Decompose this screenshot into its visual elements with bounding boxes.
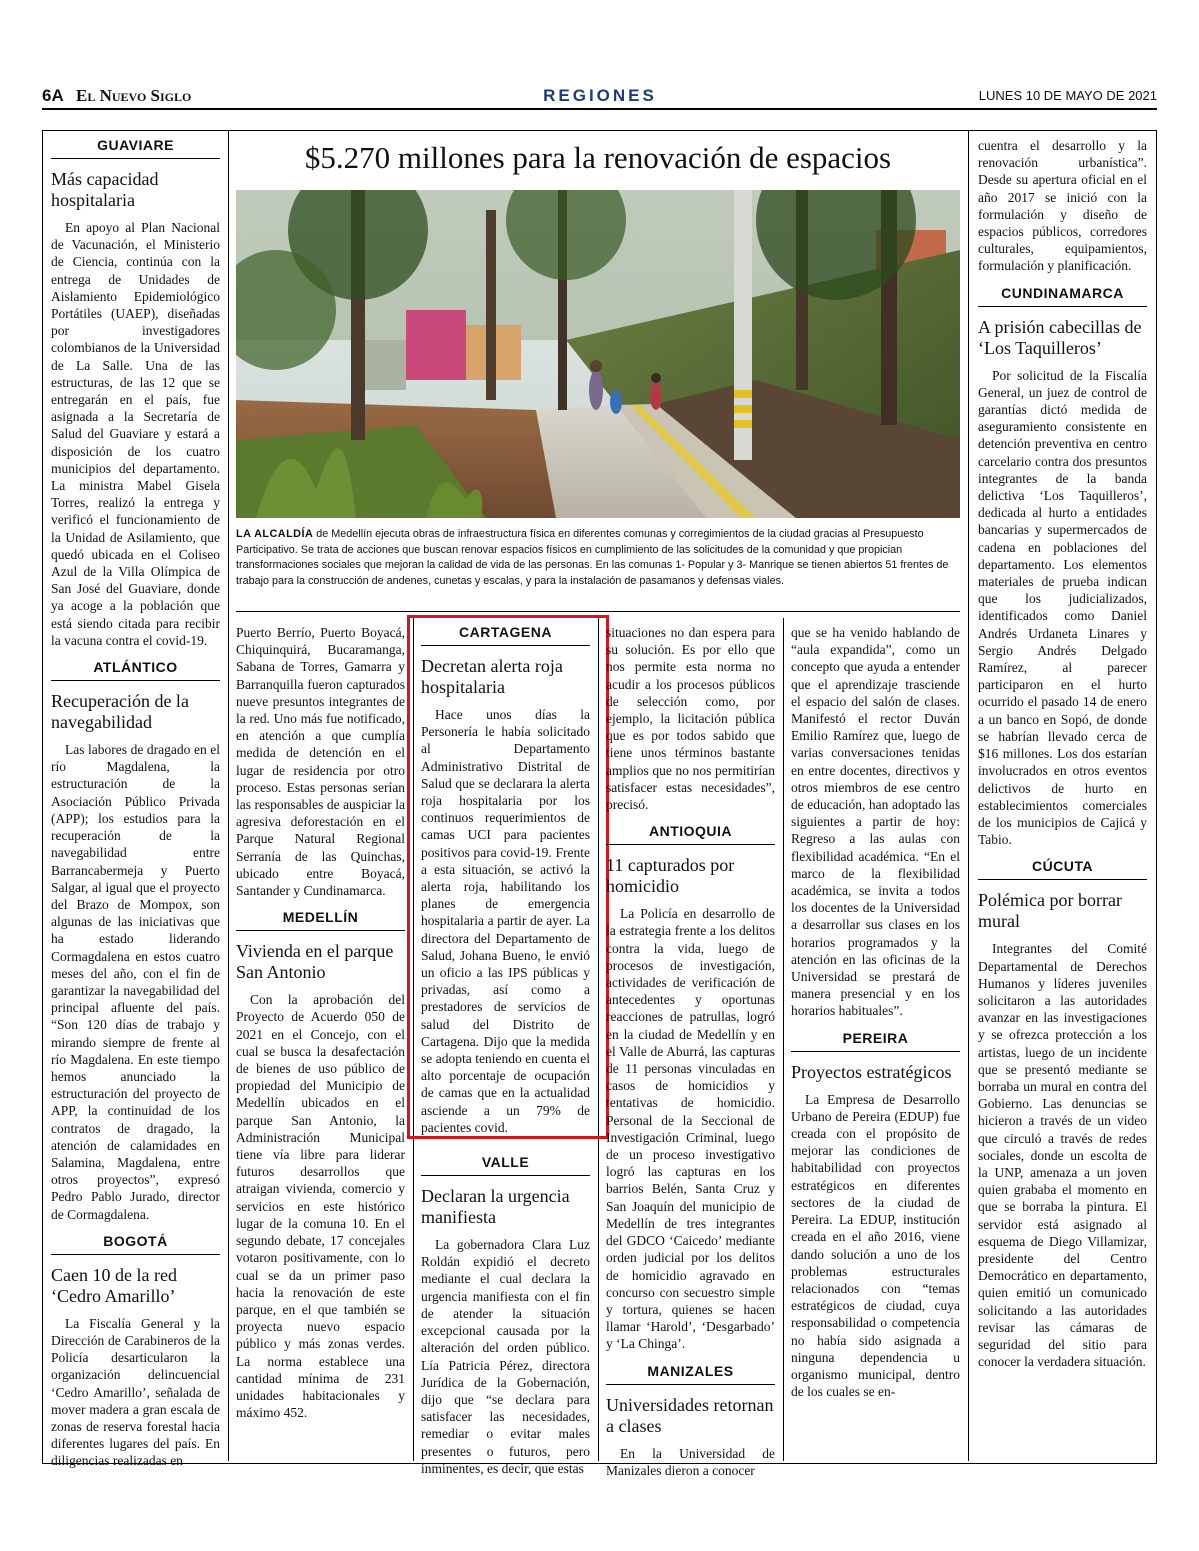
column-5 (791, 624, 960, 1400)
column-4 (606, 624, 775, 1479)
section-label-cucuta: CÚCUTA (978, 858, 1147, 880)
main-headline: $5.270 millones para la renovación de espacios (304, 140, 892, 175)
article-body-cucuta: Integrantes del Comité Departamental de Derechos Humanos y líderes juveniles solicitaron a las autoridades avanzar en las investigaciones y se ofrezca protección a los artistas, luego de un incidente que se presentó mediante se borraba un mural en contra del Gobierno. Las denuncias se hicieron a través de un video que circuló a través de redes sociales, donde un escolta de la UNP, amenaza a un joven quien grababa el momento en que se borraba la pintura. El servidor está asignado al esquema de Diego Villamizar, presidente del Centro Democrático en departamento, quien emitió un comunicado solicitando a las autoridades revisar las cámaras de seguridad del sitio para conocer la verdadera situación. (978, 941, 1147, 1370)
page-number: 6A (42, 86, 64, 105)
section-name: REGIONES (543, 86, 657, 105)
headline-cundinamarca: A prisión cabecillas de ‘Los Taquilleros’ (978, 316, 1142, 358)
article-continuation-manizales: que se ha venido hablando de “aula expandida”, como un concepto que ayuda a entender que el aprendizaje trasciende el espacio del salón de clases. Manifestó el rector Duván Emilio Ramírez que, luego de varias conversaciones tenidas en entre docentes, directivos y otros miembros de ese centro de educación, han adoptado las siguientes a partir de hoy: Regreso a las aulas con flexibilidad académica. “En el marco de la flexibilidad académica, se invita a todos los docentes de la Universidad a desarrollar sus clases en los horarios programados y la atención en las oficinas de la Universidad se prestará de manera presencial y en los horarios habituales”. (791, 625, 960, 1019)
headline-pereira: Proyectos estratégicos (791, 1061, 952, 1082)
column-6 (978, 137, 1147, 1370)
headline-antioquia: 11 capturados por homicidio (606, 855, 735, 897)
section-label-antioquia: ANTIOQUIA (606, 823, 775, 845)
section-label-cundinamarca: CUNDINAMARCA (978, 285, 1147, 307)
article-body-cartagena: Hace unos días la Personería le había solicitado al Departamento Administrativo Distrital de Salud que se declarara la alerta roja hospitalaria por los continuos requerimientos de camas UCI para pacientes positivos para covid-19. Frente a esta situación, se activó la alerta roja, habilitando los planes de emergencia hospitalaria a partir de ayer. La directora del Departamento de Salud, Johana Bueno, le envió un oficio a las IPS públicas y privadas, así como a prestadores de servicios de salud del Distrito de Cartagena. Dijo que la medida se adopta teniendo en cuenta el alto porcentaje de ocupación de camas que en la actualidad asciende a un 79% de pacientes covid. (421, 707, 590, 1135)
caption-lead: LA ALCALDÍA (236, 528, 314, 540)
headline-cucuta: Polémica por borrar mural (978, 890, 1122, 932)
article-body-bogota: La Fiscalía General y la Dirección de Carabineros de la Policía desarticularon la organización delincuencial ‘Cedro Amarillo’, señalada de mover madera a gran escala de zonas de reserva forestal hacia diferentes lugares del país. En diligencias realizadas en (51, 1315, 220, 1469)
article-body-medellin: Con la aprobación del Proyecto de Acuerdo 050 de 2021 en el Concejo, con el cual se busca la desafectación de bienes de uso público de propiedad del Municipio de Medellín ubicados en el parque San Antonio, la Administración Municipal tiene vía libre para liderar futuros desarrollos que atraigan vivienda, comercio y servicios en este histórico lugar de la comuna 10. En el segundo debate, 17 concejales votaron positivamente, con lo cual se da un primer paso hacia la renovación de este parque, en el que también se proyecta nuevo espacio público y más zonas verdes. La norma establece una cantidad mínima de 231 unidades habitacionales y máximo 452. (236, 992, 405, 1421)
section-label-guaviare: GUAVIARE (51, 137, 220, 159)
section-label-pereira: PEREIRA (791, 1030, 960, 1052)
headline-bogota: Caen 10 de la red ‘Cedro Amarillo’ (51, 1264, 177, 1306)
article-body-cundinamarca: Por solicitud de la Fiscalía General, un juez de control de garantías dictó medida de aseguramiento consistente en detención preventiva en centro carcelario contra dos presuntos integrantes de la banda delictiva ‘Los Taquilleros’, dedicada al hurto a entidades bancarias y supermercados de cadena en poblaciones del departamento. Los elementos materiales de prueba indican que los judicializados, identificados como Daniel Andrés Urdaneta Linares y Sergio Andrés Delgado Ramírez, al parecer participaron en el hurto ocurrido el pasado 14 de enero a un banco en Sopó, de donde se habrían llevado cerca de $16 millones. Los dos estarían involucrados en otros eventos delictivos de hurto en establecimientos comerciales de los municipios de Cajicá y Tabio. (978, 367, 1147, 848)
article-body-pereira: La Empresa de Desarrollo Urbano de Pereira (EDUP) fue creada con el propósito de mejorar las condiciones de habitabilidad con proyectos estratégicos en diferentes sectores de la ciudad de Pereira. La EDUP, institución creada en el año 2016, viene dando solución a uno de los problemas estructurales relacionados con “temas estratégicos de ciudad, cuya responsabilidad o competencia no había sido asignada a ninguna dependencia u organismo municipal, dentro de los cuales se en- (791, 1091, 960, 1400)
section-label-manizales: MANIZALES (606, 1363, 775, 1385)
column-2 (236, 624, 405, 1421)
article-continuation-pereira: cuentra el desarrollo y la renovación urbanística”. Desde su apertura oficial en el año 2017 se inició con la formulación y diseño de espacios públicos, corredores culturales, equipamientos, formulación y planificación. (978, 138, 1147, 274)
masthead (42, 86, 191, 106)
headline-guaviare: Más capacidad hospitalaria (51, 169, 159, 210)
headline-cartagena: Decretan alerta roja hospitalaria (421, 656, 563, 697)
section-label-medellin: MEDELLÍN (236, 909, 405, 931)
column-rule (968, 131, 969, 1461)
park-path-photo (236, 190, 960, 518)
headline-valle: Declaran la urgencia manifiesta (421, 1186, 570, 1228)
column-rule (783, 618, 784, 1461)
section-label-bogota: BOGOTÁ (51, 1233, 220, 1255)
headline-medellin: Vivienda en el parque San Antonio (236, 941, 394, 983)
caption-rule (236, 611, 960, 612)
main-photo (236, 190, 960, 518)
article-body-guaviare: En apoyo al Plan Nacional de Vacunación, el Ministerio de Ciencia, continúa con la entrega de Unidades de Aislamiento Epidemiológico Portátiles (UAEP), diseñadas por investigadores colombianos de la Universidad de La Salle. Una de las estructuras, de las 12 que se entregarán en el país, fue asignada a la Secretaría de Salud del Guaviare y estará a disposición de los cuatro municipios del departamento. La ministra Mabel Gisela Torres, realizó la entrega y verificó el funcionamiento de la Unidad de Asilamiento, que quedó ubicada en el Coliseo Azul de la Villa Olímpica de San José del Guaviare, donde ya acoge a la población que está siendo citada para recibir la vacuna contra el covid-19. (51, 220, 220, 648)
photo-caption (236, 527, 960, 589)
article-body-valle: La gobernadora Clara Luz Roldán expidió el decreto mediante el cual declara la urgencia manifiesta con el fin de atender la situación excepcional causada por la alteración del orden público. Lía Patricia Pérez, directora Jurídica de la Gobernación, dijo que “se declara para satisfacer las necesidades, remediar o evitar males presentes o futuros, pero inminentes, es decir, que estas (421, 1237, 590, 1476)
headline-atlantico: Recuperación de la navegabilidad (51, 691, 189, 733)
column-rule (228, 131, 229, 1461)
section-label-valle: VALLE (421, 1154, 590, 1176)
highlight-box (407, 615, 609, 1139)
newspaper-name: El Nuevo Siglo (75, 86, 192, 105)
issue-date: LUNES 10 DE MAYO DE 2021 (978, 88, 1157, 103)
article-continuation-bogota: Puerto Berrío, Puerto Boyacá, Chiquinquirá, Bucaramanga, Sabana de Torres, Gamarra y Barranquilla fueron capturados nueve presuntos integrantes de la red. Uno más fue notificado, en atención a que cumplía medida de detención en el lugar de residencia por otro proceso. Estas personas serían las responsables de auspiciar la agresiva deforestación en el Parque Natural Regional Serranía de las Quinchas, ubicado entre Boyacá, Santander y Cundinamarca. (236, 625, 405, 899)
section-label-cartagena: CARTAGENA (421, 624, 590, 646)
section-label-atlantico: ATLÁNTICO (51, 659, 220, 681)
headline-manizales: Universidades retornan a clases (606, 1394, 774, 1436)
article-body-atlantico: Las labores de dragado en el río Magdalena, la estructuración de la Asociación Público Privada (APP); los estudios para la recuperación de la navegabilidad entre Barrancabermeja y Puerto Salgar, al igual que el proyecto del Brazo de Mompox, son algunas de las iniciativas que ha estado liderando Cormagdalena en estos cuatro meses del año, con el fin de garantizar la navegabilidad del principal afluente del país. “Son 120 días de trabajo y mirando siempre de frente al río Magdalena. En este tiempo hemos anunciado la estructuración del proyecto de APP, la continuidad de los contratos de dragado, la atención de calamidades en Salamina, Magdalena, entre otros proyectos”, expresó Pedro Pablo Jurado, director de Cormagdalena. (51, 742, 220, 1222)
article-body-manizales: En la Universidad de Manizales dieron a conocer (606, 1445, 775, 1478)
article-body-antioquia: La Policía en desarrollo de la estrategia frente a los delitos contra la vida, luego de procesos de investigación, actividades de verificación de antecedentes y oportunas reacciones de patrullas, logró en la ciudad de Medellín y en el Valle de Aburrá, las capturas de 11 personas vinculadas en casos de homicidios y tentativas de homicidio. Personal de la Seccional de Investigación Criminal, luego de un proceso investigativo logró las capturas en los barrios Belén, Santa Cruz y San Joaquín del municipio de Medellín de tres integrantes del GDCO ‘Caicedo’ mediante orden judicial por los delitos de homicidio agravado en concurso con secuestro simple y tortura, quienes se hacen llamar ‘Harold’, ‘Desgarbado’ y ‘La Chinga’. (606, 906, 775, 1352)
caption-text: de Medellín ejecuta obras de infraestructura física en diferentes comunas y corregimientos de la ciudad gracias al Presupuesto Participativo. Se trata de acciones que buscan renovar espacios físicos en cumplimiento de las solicitudes de la comunidad y que propician transformaciones sociales que mejoran la calidad de vida de las personas. En las comunas 1- Popular y 3- Manrique se tienen abiertos 51 frentes de trabajo para la construcción de andenes, cunetas y escalas, y para la instalación de pasamanos y defensas viales. (236, 528, 949, 587)
header-rule (42, 108, 1157, 110)
column-1 (51, 137, 220, 1470)
article-continuation-valle: situaciones no dan espera para su solución. Es por ello que nos permite esta norma no acudir a los procesos públicos de selección como, por ejemplo, la licitación pública que es por todos sabido que tiene unos términos bastante amplios que no nos permitirían satisfacer estas necesidades”, precisó. (606, 625, 775, 813)
